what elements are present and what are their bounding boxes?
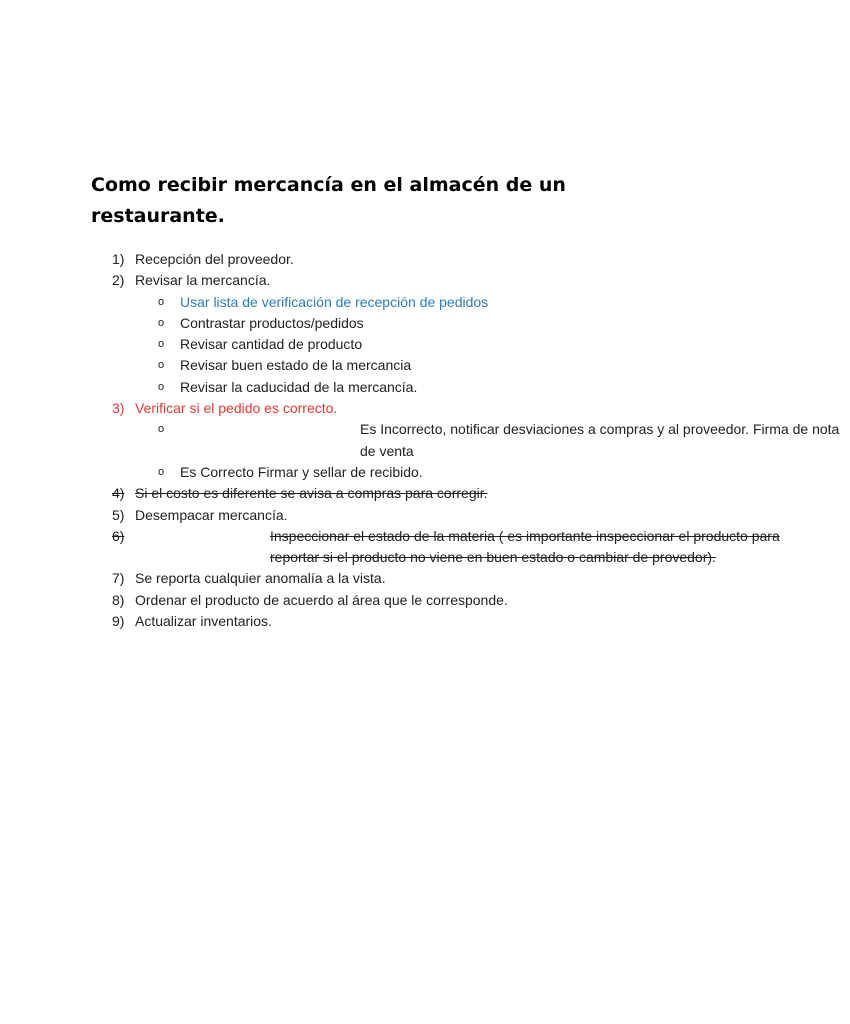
item-text: Se reporta cualquier anomalía a la vista.	[135, 570, 386, 587]
item-number: 1)	[112, 251, 125, 267]
circle-bullet-icon: o	[158, 465, 165, 478]
steps-list	[0, 249, 840, 632]
circle-bullet-icon: o	[158, 423, 165, 436]
item-text: Es Incorrecto, notificar desviaciones a compras y al proveedor. Firma de nota de venta	[360, 421, 840, 459]
circle-bullet-icon: o	[158, 380, 165, 393]
sub-item-contrast	[0, 313, 768, 334]
list-item-1	[0, 249, 768, 270]
item-number: 2)	[112, 272, 125, 289]
list-item-4	[0, 483, 768, 504]
sub-item-expiry	[0, 377, 768, 398]
circle-bullet-icon: o	[158, 295, 165, 308]
item-number: 8)	[112, 591, 125, 608]
item-number: 9)	[112, 613, 125, 630]
item-number: 7)	[112, 570, 125, 587]
item-text: Contrastar productos/pedidos	[180, 314, 364, 331]
sub-item-incorrect	[0, 419, 840, 462]
item-text: Recepción del proveedor.	[135, 251, 294, 267]
item-text: Revisar cantidad de producto	[180, 336, 363, 353]
list-item-7	[0, 568, 768, 589]
item-text: Actualizar inventarios.	[135, 613, 272, 630]
item-text: Revisar buen estado de la mercancia	[180, 357, 412, 374]
item-text: Revisar la caducidad de la mercancía.	[180, 378, 418, 395]
sub-item-checklist	[0, 292, 768, 313]
list-item-8	[0, 590, 768, 611]
item-text: Usar lista de verificación de recepción de pedidos	[180, 293, 489, 310]
list-item-9	[0, 611, 768, 632]
sub-item-quantity	[0, 334, 768, 355]
item-number: 6)	[112, 527, 125, 544]
list-item-2	[0, 270, 768, 291]
item-text: Revisar la mercancía.	[135, 272, 271, 289]
circle-bullet-icon: o	[158, 359, 165, 372]
item-number: 5)	[112, 506, 125, 523]
sub-item-condition	[0, 355, 768, 376]
item-text: Verificar si el pedido es correcto.	[135, 400, 338, 417]
item-text: Es Correcto Firmar y sellar de recibido.	[180, 463, 423, 480]
item-text: Desempacar mercancía.	[135, 506, 288, 523]
list-item-5	[0, 505, 768, 526]
circle-bullet-icon: o	[158, 338, 165, 351]
item-number: 3)	[112, 400, 125, 417]
sub-item-correct	[0, 462, 768, 483]
document-title: Como recibir mercancía en el almacén de un restaurante.	[91, 174, 566, 227]
list-item-6	[0, 526, 780, 569]
item-text: Si el costo es diferente se avisa a compras para corregir.	[135, 485, 488, 502]
circle-bullet-icon: o	[158, 316, 165, 329]
item-number: 4)	[112, 485, 125, 502]
item-text: Inspeccionar el estado de la materia ( es importante inspeccionar el producto para reportar si el producto no viene en buen estado o cambiar de provedor).	[270, 527, 780, 566]
list-item-3	[0, 398, 768, 419]
item-text: Ordenar el producto de acuerdo al área que le corresponde.	[135, 591, 508, 608]
